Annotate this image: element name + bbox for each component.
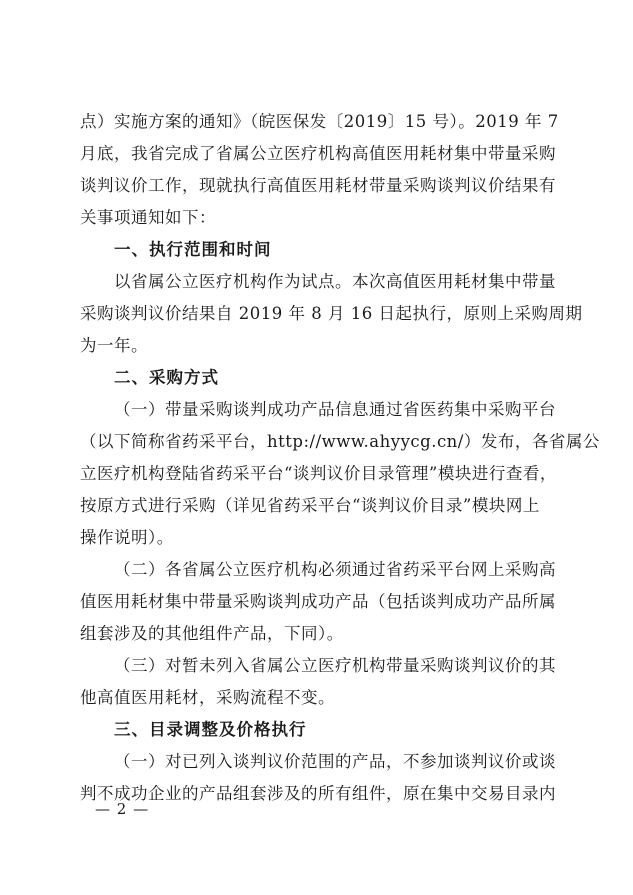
page-number: — 2 — [95, 800, 150, 818]
body-text-line: 立医疗机构登陆省药采平台“谈判议价目录管理”模块进行查看， [80, 464, 557, 483]
section-heading-3: 三、目录调整及价格执行 [114, 720, 307, 739]
body-text-line: 他高值医用耗材，采购流程不变。 [80, 688, 335, 707]
body-text-line: 关事项通知如下： [80, 208, 216, 227]
body-text-line: 月底，我省完成了省属公立医疗机构高值医用耗材集中带量采购 [80, 144, 556, 163]
body-text-line: 按原方式进行采购（详见省药采平台“谈判议价目录”模块网上 [80, 496, 540, 515]
body-text-line: 以省属公立医疗机构作为试点。本次高值医用耗材集中带量 [114, 272, 556, 291]
body-text-line: 谈判议价工作，现就执行高值医用耗材带量采购谈判议价结果有 [80, 176, 556, 195]
body-text-line: （二）各省属公立医疗机构必须通过省药采平台网上采购高 [114, 560, 556, 579]
body-text-line: （一）对已列入谈判议价范围的产品，不参加谈判议价或谈 [114, 752, 556, 771]
body-text-line: 点）实施方案的通知》（皖医保发〔2019〕15 号）。2019 年 7 [80, 112, 559, 131]
body-text-line: （三）对暂未列入省属公立医疗机构带量采购谈判议价的其 [114, 656, 556, 675]
body-text-line: 组套涉及的其他组件产品，下同）。 [80, 624, 344, 643]
body-text-line: （一）带量采购谈判成功产品信息通过省医药集中采购平台 [114, 400, 556, 419]
body-text-line: 操作说明）。 [80, 528, 174, 547]
body-text-line: 值医用耗材集中带量采购谈判成功产品（包括谈判成功产品所属 [80, 592, 556, 611]
section-heading-1: 一、执行范围和时间 [114, 240, 272, 259]
body-text-line: （以下简称省药采平台，http://www.ahyycg.cn/）发布，各省属公 [80, 432, 600, 451]
body-text-line: 为一年。 [80, 336, 148, 355]
body-text-line: 采购谈判议价结果自 2019 年 8 月 16 日起执行，原则上采购周期 [80, 304, 583, 323]
body-text-line: 判不成功企业的产品组套涉及的所有组件，原在集中交易目录内 [80, 784, 556, 803]
section-heading-2: 二、采购方式 [114, 368, 219, 387]
